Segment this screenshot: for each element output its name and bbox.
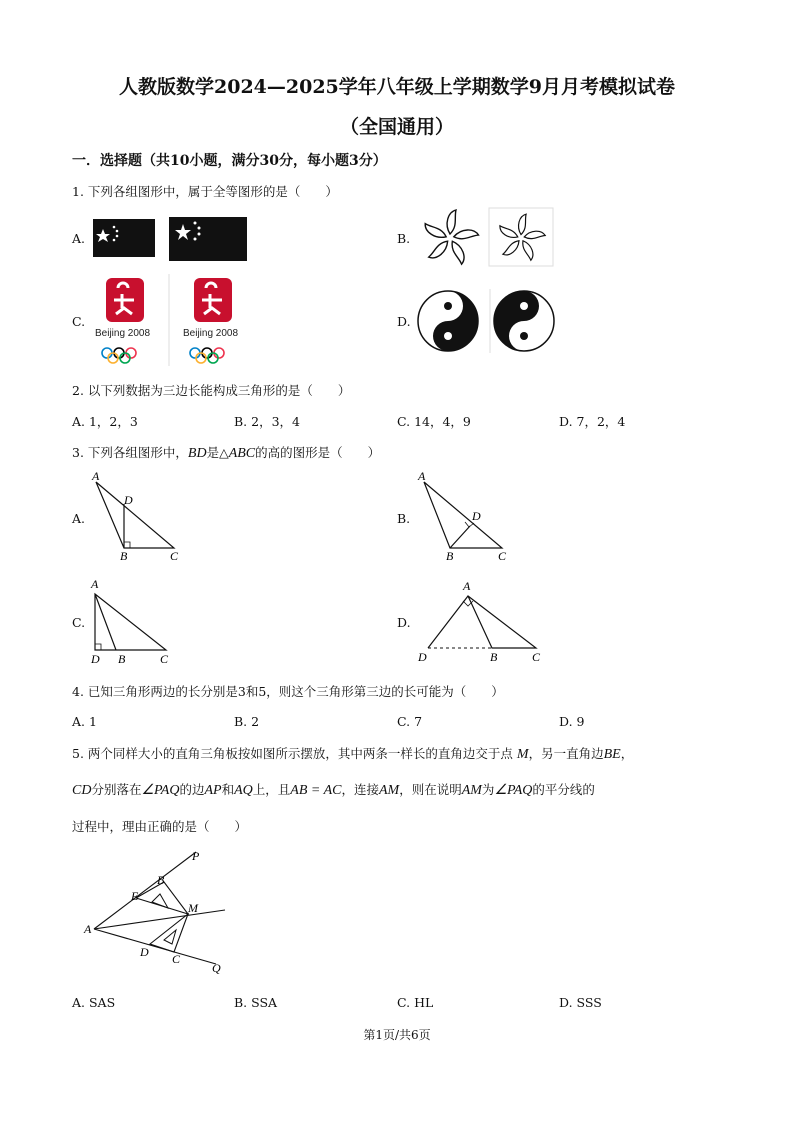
q5-option-a: A. SAS (72, 995, 116, 1010)
q1-flowers-image (416, 207, 558, 269)
q4-option-b: B. 2 (234, 714, 260, 729)
svg-text:A: A (463, 579, 471, 593)
svg-text:C: C (160, 652, 169, 666)
q2-option-a: A. 1，2，3 (72, 414, 138, 429)
bauhinia-flower-icon (498, 214, 546, 260)
svg-text:D: D (124, 493, 133, 507)
svg-text:B: B (490, 650, 498, 664)
q3-option-d-label: D. (397, 615, 411, 630)
svg-text:D: D (91, 652, 100, 666)
q1-flags-image (92, 217, 252, 263)
svg-text:A: A (418, 469, 426, 483)
svg-text:B: B (118, 652, 126, 666)
q5-line-1: 5. 两个同样大小的直角三角板按如图所示摆放，其中两条一样长的直角边交于点 M，另一直角边BE， (72, 746, 634, 762)
q1-option-b-label: B. (397, 231, 411, 246)
svg-text:P: P (192, 849, 200, 863)
q3-option-c-label: C. (72, 615, 86, 630)
svg-text:Q: Q (212, 961, 221, 975)
page-subtitle: （全国通用） (339, 116, 454, 138)
svg-text:A: A (92, 469, 100, 483)
q3-option-a-label: A. (72, 511, 86, 526)
q5-line-2: CD分别落在∠PAQ的边AP和AQ上，且AB = AC，连接AM，则在说明AM为∠PAQ的平分线的 (72, 782, 595, 798)
section-heading: 一．选择题（共10小题，满分30分，每小题3分） (72, 153, 387, 169)
q4-option-c: C. 7 (397, 714, 423, 729)
beijing-2008-logo-icon (95, 278, 150, 363)
q5-triangles-figure (80, 846, 232, 976)
q1-stem: 1. 下列各组图形中，属于全等图形的是（ ） (72, 184, 338, 199)
svg-text:M: M (188, 901, 198, 915)
q3-figure-b (412, 468, 520, 564)
q3-stem: 3. 下列各组图形中，BD是△ABC的高的图形是（ ） (72, 445, 381, 461)
q2-option-c: C. 14，4，9 (397, 414, 471, 429)
q3-figure-a (88, 468, 188, 564)
svg-text:A: A (91, 577, 99, 591)
page-footer: 第1页/共6页 (363, 1028, 431, 1042)
svg-text:D: D (418, 650, 427, 664)
q5-option-c: C. HL (397, 995, 434, 1010)
svg-text:E: E (131, 889, 139, 903)
q3-option-b-label: B. (397, 511, 411, 526)
q4-option-d: D. 9 (559, 714, 585, 729)
svg-text:C: C (498, 549, 507, 563)
q1-yinyang-image (414, 287, 560, 355)
yin-yang-icon (494, 291, 554, 351)
q1-option-c-label: C. (72, 314, 86, 329)
beijing-2008-logo-icon (183, 278, 238, 363)
q2-option-d: D. 7，2，4 (559, 414, 626, 429)
q2-stem: 2. 以下列数据为三边长能构成三角形的是（ ） (72, 383, 351, 398)
svg-text:C: C (172, 952, 181, 966)
q2-option-b: B. 2，3，4 (234, 414, 300, 429)
q1-option-a-label: A. (72, 231, 86, 246)
svg-text:B: B (446, 549, 454, 563)
svg-text:B: B (157, 873, 165, 887)
q3-figure-d (412, 574, 546, 670)
q5-option-b: B. SSA (234, 995, 278, 1010)
q1-beijing-logos-image (92, 274, 252, 366)
svg-text:D: D (140, 945, 149, 959)
q5-line-3: 过程中，理由正确的是（ ） (72, 819, 248, 834)
q4-stem: 4. 已知三角形两边的长分别是3和5，则这个三角形第三边的长可能为（ ） (72, 684, 504, 699)
svg-text:C: C (170, 549, 179, 563)
page-title: 人教版数学2024—2025学年八年级上学期数学9月月考模拟试卷 (119, 76, 675, 98)
svg-text:C: C (532, 650, 541, 664)
q3-figure-c (86, 574, 186, 670)
beijing-logo-text: Beijing 2008 (95, 328, 151, 339)
beijing-logo-text: Beijing 2008 (183, 328, 239, 339)
q5-option-d: D. SSS (559, 995, 602, 1010)
bauhinia-flower-icon (422, 210, 478, 264)
svg-text:A: A (84, 922, 92, 936)
svg-text:D: D (472, 509, 481, 523)
yin-yang-icon (418, 291, 478, 351)
q4-option-a: A. 1 (72, 714, 97, 729)
svg-text:B: B (120, 549, 128, 563)
q1-option-d-label: D. (397, 314, 411, 329)
